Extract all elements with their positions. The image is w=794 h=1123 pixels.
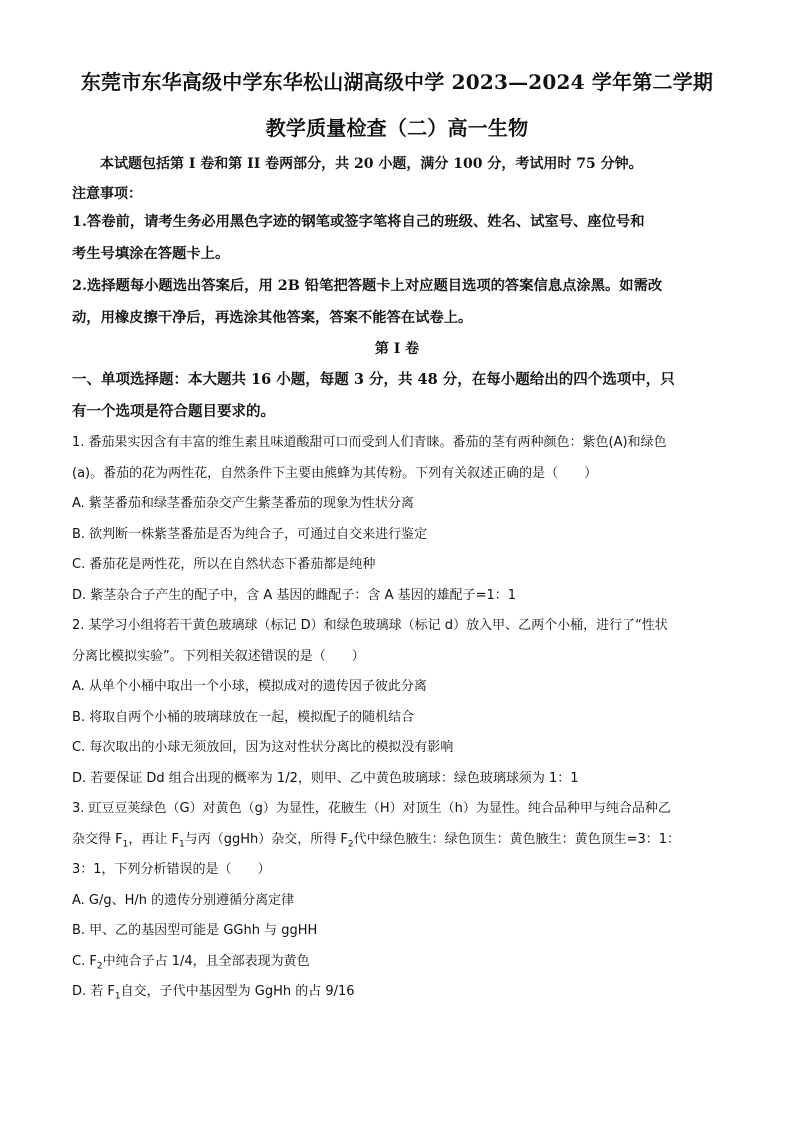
section-title-line2: 有一个选项是符合题目要求的。 xyxy=(72,403,275,420)
part-title: 第 I 卷 xyxy=(374,341,420,357)
question-3-stem-line3: 3：1，下列分析错误的是（ ） xyxy=(72,862,271,877)
question-1-option-b: B. 欲判断一株紫茎番茄是否为纯合子，可通过自交来进行鉴定 xyxy=(72,526,428,542)
question-2-option-c: C. 每次取出的小球无须放回，因为这对性状分离比的模拟没有影响 xyxy=(72,740,454,755)
question-3-option-c xyxy=(72,947,722,978)
option-text: 自交，子代中基因型为 GgHh 的占 9/16 xyxy=(120,984,355,999)
notice-item-2-line1: 2.选择题每小题选出答案后，用 2B 铅笔把答题卡上对应题目选项的答案信息点涂黑。如需改 xyxy=(72,278,663,294)
question-3 xyxy=(72,794,722,1008)
subscript: 1 xyxy=(114,991,121,1002)
notice-item-1-line2: 考生号填涂在答题卡上。 xyxy=(72,246,230,262)
subscript: 2 xyxy=(96,961,103,972)
subscript: 1 xyxy=(122,839,129,850)
exam-intro: 本试题包括第 I 卷和第 II 卷两部分，共 20 小题，满分 100 分，考试用时 75 分钟。 xyxy=(100,156,643,172)
option-text: D. 若 F xyxy=(72,984,115,999)
subscript: 1 xyxy=(178,839,185,850)
question-3-option-b: B. 甲、乙的基因型可能是 GGhh 与 ggHH xyxy=(72,923,318,938)
notice-item-2-line2: 动，用橡皮擦干净后，再选涂其他答案，答案不能答在试卷上。 xyxy=(72,310,473,326)
subscript: 2 xyxy=(347,839,354,850)
question-2-option-b: B. 将取自两个小桶的玻璃球放在一起，模拟配子的随机结合 xyxy=(72,709,415,725)
question-1-stem-line1: 1. 番茄果实因含有丰富的维生素且味道酸甜可口而受到人们青睐。番茄的茎有两种颜色：紫色(A)和绿色 xyxy=(72,435,667,450)
question-2-option-a: A. 从单个小桶中取出一个小球，模拟成对的遗传因子彼此分离 xyxy=(72,679,427,694)
question-2 xyxy=(72,611,722,794)
question-1-option-c: C. 番茄花是两性花，所以在自然状态下番茄都是纯种 xyxy=(72,557,376,572)
exam-title-line2: 教学质量检查（二）高一生物 xyxy=(265,116,529,140)
question-1-stem-line2: (a)。番茄的花为两性花，自然条件下主要由熊蜂为其传粉。下列有关叙述正确的是（ ） xyxy=(72,465,598,481)
option-text: 中纯合子占 1/4，且全部表现为黄色 xyxy=(102,953,310,969)
question-2-option-d: D. 若要保证 Dd 组合出现的概率为 1/2，则甲、乙中黄色玻璃球：绿色玻璃球须为 1：1 xyxy=(72,770,579,786)
question-3-stem-line2 xyxy=(72,825,722,856)
question-1-option-d: D. 紫茎杂合子产生的配子中，含 A 基因的雌配子：含 A 基因的雄配子=1：1 xyxy=(72,587,517,603)
option-text: C. F xyxy=(72,953,97,969)
question-2-stem-line1: 2. 某学习小组将若干黄色玻璃球（标记 D）和绿色玻璃球（标记 d）放入甲、乙两个小桶，进行了“性状 xyxy=(72,618,668,633)
stem-text: 代中绿色腋生：绿色顶生：黄色腋生：黄色顶生=3：1： xyxy=(353,831,681,847)
exam-title-line1: 东莞市东华高级中学东华松山湖高级中学 2023—2024 学年第二学期 xyxy=(80,70,714,94)
stem-text: 与丙（ggHh）杂交，所得 F xyxy=(184,831,348,847)
stem-text: ，再让 F xyxy=(128,831,179,847)
stem-text: 杂交得 F xyxy=(72,831,123,847)
notice-heading: 注意事项： xyxy=(72,186,142,202)
question-2-stem-line2: 分离比模拟实验”。下列相关叙述错误的是（ ） xyxy=(72,648,365,664)
section-title-line1: 一、单项选择题：本大题共 16 小题，每题 3 分，共 48 分，在每小题给出的四个选项中，只 xyxy=(72,371,675,388)
question-1-option-a: A. 紫茎番茄和绿茎番茄杂交产生紫茎番茄的现象为性状分离 xyxy=(72,496,414,511)
question-3-stem-line1: 3. 豇豆豆荚绿色（G）对黄色（g）为显性，花腋生（H）对顶生（h）为显性。纯合品种甲与纯合品种乙 xyxy=(72,801,671,816)
notice-item-1-line1: 1.答卷前，请考生务必用黑色字迹的钢笔或签字笔将自己的班级、姓名、试室号、座位号和 xyxy=(72,214,645,230)
question-3-option-d xyxy=(72,977,722,1008)
question-1 xyxy=(72,428,722,611)
question-3-option-a: A. G/g、H/h 的遗传分别遵循分离定律 xyxy=(72,892,295,908)
